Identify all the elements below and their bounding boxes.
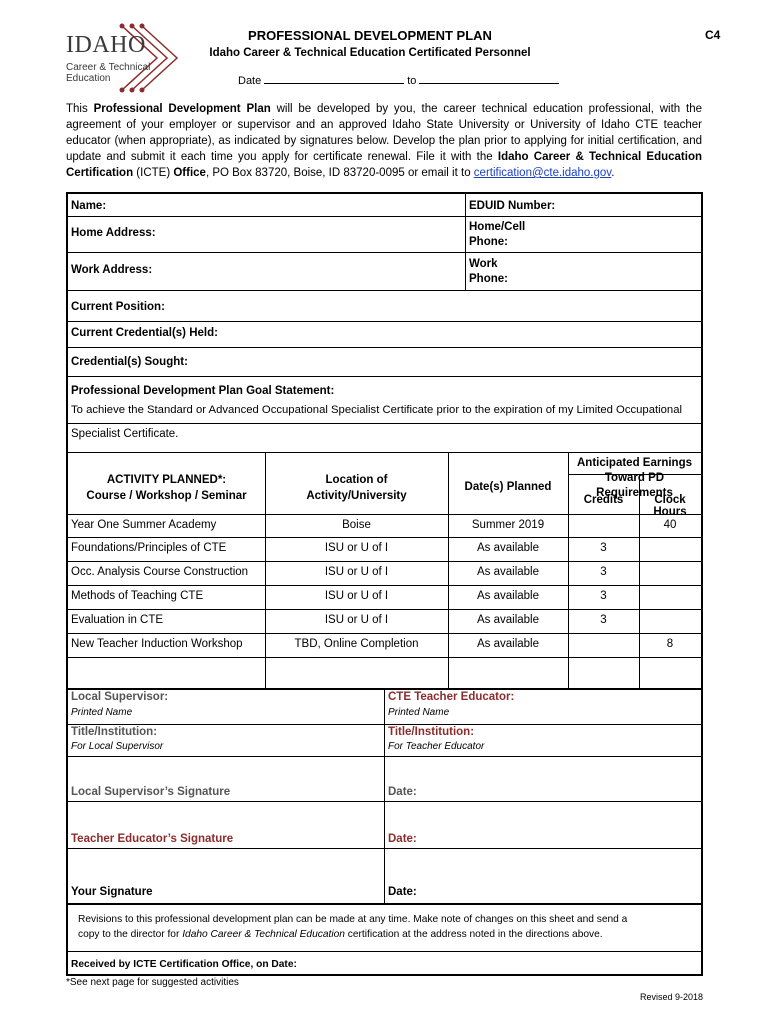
logo-wordmark: IDAHO bbox=[66, 32, 146, 58]
clock-hours-cell[interactable]: 8 bbox=[666, 638, 674, 650]
activity-cell[interactable]: Methods of Teaching CTE bbox=[71, 590, 204, 602]
location-cell[interactable]: ISU or U of I bbox=[324, 566, 389, 578]
title-institution-label-2: Title/Institution: bbox=[388, 726, 475, 738]
date-cell[interactable]: As available bbox=[476, 614, 539, 626]
local-supervisor-signature-field[interactable]: Local Supervisor’s Signature bbox=[71, 786, 231, 798]
idaho-cte-logo bbox=[62, 18, 192, 98]
location-column-header: Location of Activity/University bbox=[306, 474, 407, 502]
email-link[interactable]: certification@cte.idaho.gov bbox=[473, 167, 612, 179]
goal-statement-label: Professional Development Plan Goal Statement: bbox=[71, 385, 335, 397]
teacher-educator-signature-field[interactable]: Teacher Educator’s Signature bbox=[71, 833, 234, 845]
teacher-date-field[interactable]: Date: bbox=[388, 833, 417, 845]
credits-column-header: Credits bbox=[583, 494, 624, 506]
date-cell[interactable]: As available bbox=[476, 566, 539, 578]
date-cell[interactable]: As available bbox=[476, 638, 539, 650]
page-title: PROFESSIONAL DEVELOPMENT PLAN bbox=[248, 28, 492, 43]
work-phone-field[interactable]: Work Phone: bbox=[469, 258, 508, 285]
dates-column-header: Date(s) Planned bbox=[464, 481, 552, 493]
received-by-office-field[interactable]: Received by ICTE Certification Office, on Date: bbox=[71, 959, 297, 970]
home-address-field[interactable]: Home Address: bbox=[71, 227, 156, 239]
page-subtitle: Idaho Career & Technical Education Certificated Personnel bbox=[209, 47, 531, 59]
date-cell[interactable]: As available bbox=[476, 542, 539, 554]
current-credentials-field[interactable]: Current Credential(s) Held: bbox=[71, 327, 218, 339]
logo-subtitle: Career & Technical Education bbox=[66, 62, 151, 84]
current-position-field[interactable]: Current Position: bbox=[71, 301, 165, 313]
location-cell[interactable]: ISU or U of I bbox=[324, 542, 389, 554]
for-local-supervisor-caption: For Local Supervisor bbox=[71, 741, 164, 752]
activity-cell[interactable]: Occ. Analysis Course Construction bbox=[71, 566, 249, 578]
activity-cell[interactable]: Year One Summer Academy bbox=[71, 519, 217, 531]
work-address-field[interactable]: Work Address: bbox=[71, 264, 153, 276]
your-date-field[interactable]: Date: bbox=[388, 886, 417, 898]
home-phone-field[interactable]: Home/Cell Phone: bbox=[469, 221, 526, 248]
your-signature-field[interactable]: Your Signature bbox=[71, 886, 153, 898]
date-cell[interactable]: Summer 2019 bbox=[471, 519, 545, 531]
footnote: *See next page for suggested activities bbox=[66, 977, 239, 988]
development-plan-form bbox=[66, 192, 703, 976]
credits-cell[interactable]: 3 bbox=[600, 614, 607, 626]
plan-date-range: Date to bbox=[238, 74, 562, 87]
goal-statement-text-2[interactable]: Specialist Certificate. bbox=[71, 428, 179, 440]
activity-column-header: ACTIVITY PLANNED*: Course / Workshop / Seminar bbox=[86, 474, 247, 502]
activity-cell[interactable]: New Teacher Induction Workshop bbox=[71, 638, 243, 650]
revisions-note: Revisions to this professional development plan can be made at any time. Make note of changes on this sheet and send a copy to the director for Idaho Career & Technical Education certification at the address noted in the directions above. bbox=[78, 914, 628, 940]
date-end-field[interactable] bbox=[419, 74, 559, 84]
earnings-column-header: Anticipated Earnings Toward PD Requirements bbox=[576, 457, 693, 499]
local-supervisor-label: Local Supervisor: bbox=[71, 691, 169, 703]
goal-statement-text[interactable]: To achieve the Standard or Advanced Occupational Specialist Certificate prior to the expiration of my Limited Occupational bbox=[71, 404, 682, 416]
date-cell[interactable]: As available bbox=[476, 590, 539, 602]
cte-teacher-educator-label: CTE Teacher Educator: bbox=[388, 691, 515, 703]
credentials-sought-field[interactable]: Credential(s) Sought: bbox=[71, 356, 188, 368]
supervisor-date-field[interactable]: Date: bbox=[388, 786, 417, 798]
location-cell[interactable]: ISU or U of I bbox=[324, 590, 389, 602]
eduid-field[interactable]: EDUID Number: bbox=[469, 200, 556, 212]
printed-name-caption: Printed Name bbox=[71, 707, 133, 718]
form-code: C4 bbox=[705, 28, 721, 42]
clock-hours-cell[interactable]: 40 bbox=[663, 519, 677, 531]
printed-name-caption-2: Printed Name bbox=[388, 707, 450, 718]
location-cell[interactable]: TBD, Online Completion bbox=[294, 638, 419, 650]
credits-cell[interactable]: 3 bbox=[600, 542, 607, 554]
credits-cell[interactable]: 3 bbox=[600, 590, 607, 602]
activity-cell[interactable]: Foundations/Principles of CTE bbox=[71, 542, 227, 554]
for-teacher-educator-caption: For Teacher Educator bbox=[388, 741, 485, 752]
intro-paragraph: This Professional Development Plan will be developed by you, the career technical education professional, with the agreement of your employer or supervisor and an approved Idaho State University or University of Idaho CTE teacher educator (when appropriate), as indicated by signatures below. Develop the plan prior to applying for initial certification, and update and submit it each time you apply for certificate renewal. File it with the Idaho Career & Technical Education Certification (ICTE) Office, PO Box 83720, Boise, ID 83720-0095 or email it to certification@cte.idaho.gov. bbox=[66, 103, 702, 179]
date-start-field[interactable] bbox=[264, 74, 404, 84]
revision-date: Revised 9-2018 bbox=[640, 992, 704, 1002]
clock-hours-column-header: Clock Hours bbox=[653, 494, 687, 518]
title-institution-label: Title/Institution: bbox=[71, 726, 158, 738]
location-cell[interactable]: ISU or U of I bbox=[324, 614, 389, 626]
activity-cell[interactable]: Evaluation in CTE bbox=[71, 614, 164, 626]
location-cell[interactable]: Boise bbox=[342, 519, 371, 531]
credits-cell[interactable]: 3 bbox=[600, 566, 607, 578]
name-field[interactable]: Name: bbox=[71, 200, 107, 212]
